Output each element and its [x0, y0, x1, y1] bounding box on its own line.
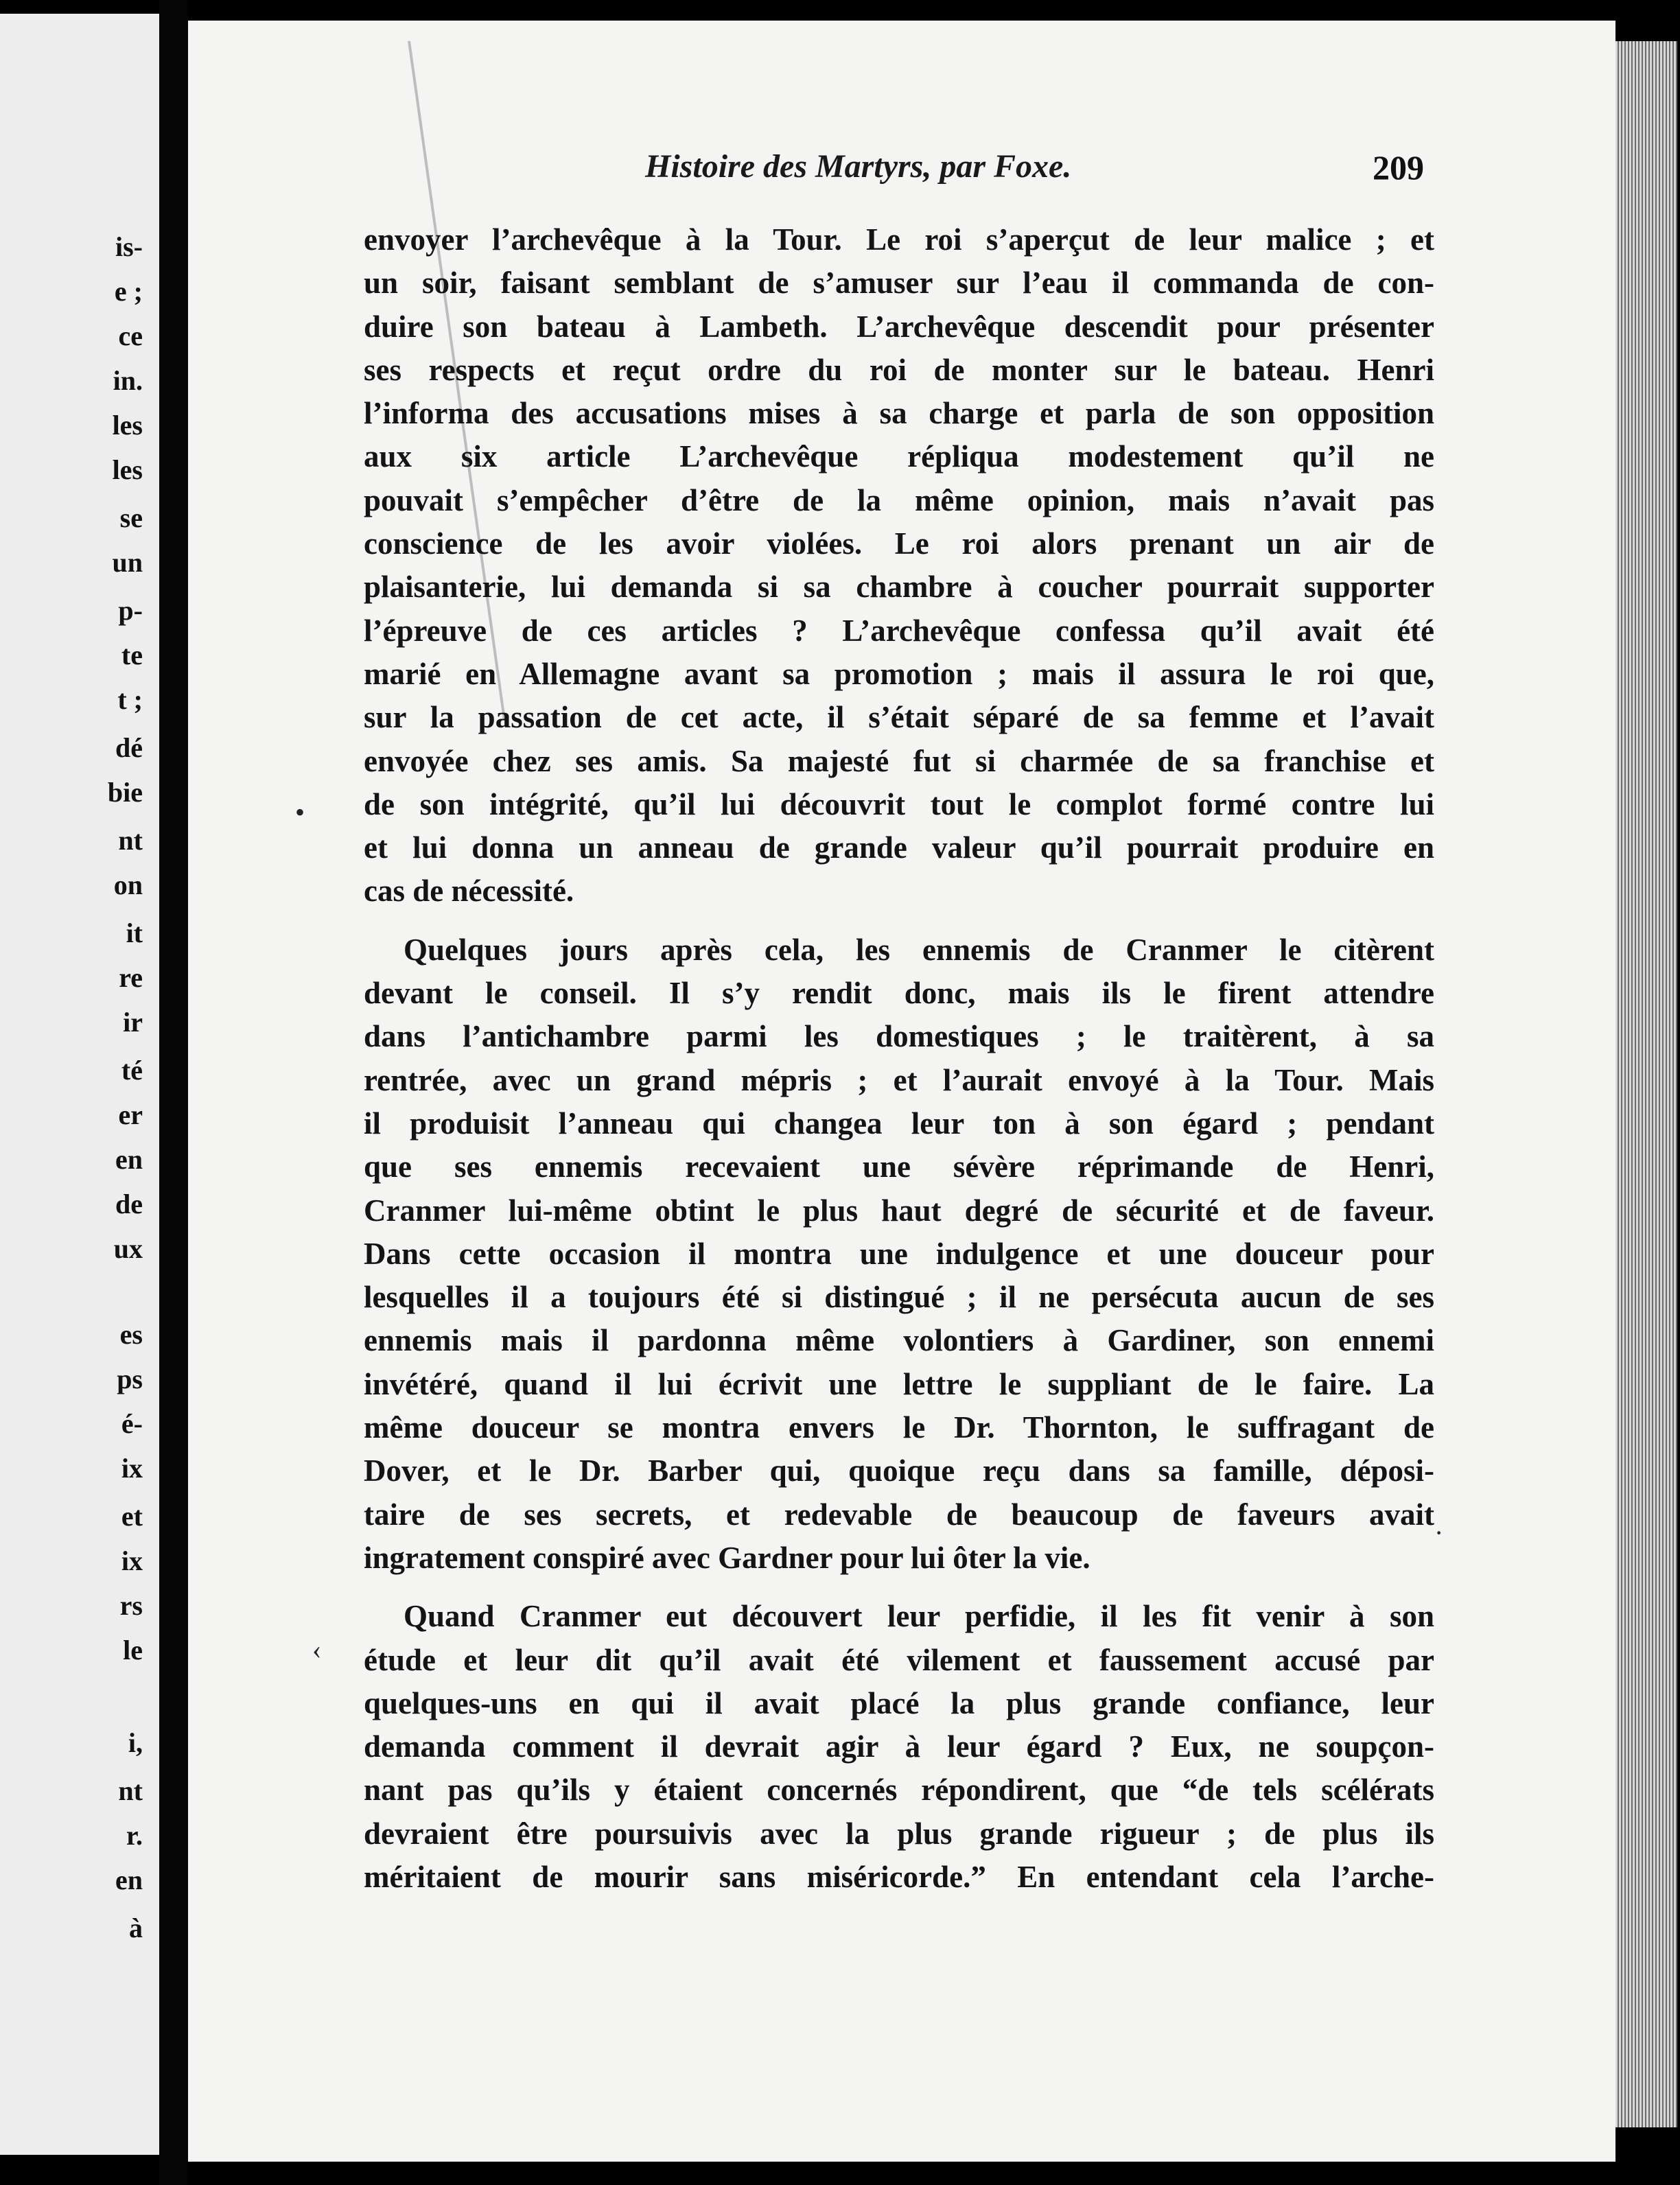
- paragraph: [364, 1595, 1434, 1899]
- text-line: Quelques jours après cela, les ennemis de Cranmer le citèrent: [404, 932, 1434, 967]
- left-page-fragment: les: [112, 410, 143, 441]
- text-line: ses respects et reçut ordre du roi de monter sur le bateau. Henri: [364, 352, 1434, 387]
- text-line: duire son bateau à Lambeth. L’archevêque descendit pour présenter: [364, 309, 1434, 344]
- margin-mark: ·: [1434, 1517, 1444, 1548]
- text-line: rentrée, avec un grand mépris ; et l’aurait envoyé à la Tour. Mais: [364, 1062, 1434, 1097]
- text-line: méritaient de mourir sans miséricorde.” En entendant cela l’arche-: [364, 1859, 1434, 1894]
- left-page-fragment: es: [119, 1319, 143, 1350]
- left-page-fragment: dé: [115, 732, 143, 763]
- text-line: envoyée chez ses amis. Sa majesté fut si charmée de sa franchise et: [364, 743, 1434, 778]
- text-line: conscience de les avoir violées. Le roi alors prenant un air de: [364, 526, 1434, 561]
- text-line: étude et leur dit qu’il avait été vilement et faussement accusé par: [364, 1642, 1434, 1677]
- text-line: Dans cette occasion il montra une indulgence et une douceur pour: [364, 1236, 1434, 1271]
- left-page-fragment: en: [115, 1865, 143, 1895]
- text-line: un soir, faisant semblant de s’amuser sur l’eau il commanda de con-: [364, 266, 1434, 301]
- text-line: pouvait s’empêcher d’être de la même opinion, mais n’avait pas: [364, 482, 1434, 517]
- left-page-fragment: te: [121, 640, 143, 670]
- left-page-fragment: nt: [118, 1775, 143, 1806]
- margin-mark: •: [295, 797, 305, 828]
- left-page-fragment: de: [115, 1189, 143, 1219]
- left-page-fragment: r.: [126, 1820, 143, 1851]
- left-page-fragment: le: [123, 1635, 143, 1666]
- left-page-fragment: à: [129, 1913, 143, 1943]
- text-line: cas de nécessité.: [364, 874, 574, 909]
- text-line: nant pas qu’ils y étaient concernés répondirent, que “de tels scélérats: [364, 1773, 1434, 1808]
- paragraph: [364, 928, 1434, 1580]
- text-line: sur la passation de cet acte, il s’était séparé de sa femme et l’avait: [364, 700, 1434, 735]
- left-page-fragment: in.: [113, 365, 143, 396]
- left-page-fragment: i,: [128, 1727, 143, 1758]
- running-title: Histoire des Martyrs, par Foxe.: [645, 148, 1072, 185]
- left-page-fragment: té: [121, 1055, 143, 1086]
- text-line: ingratement conspiré avec Gardner pour lui ôter la vie.: [364, 1540, 1090, 1575]
- left-page-fragment: re: [119, 962, 143, 993]
- left-page-fragment: bie: [107, 777, 143, 808]
- left-page-fragment: en: [115, 1144, 143, 1175]
- left-page-fragment: un: [112, 547, 143, 578]
- text-line: marié en Allemagne avant sa promotion ; mais il assura le roi que,: [364, 656, 1434, 691]
- margin-mark: ‹: [312, 1634, 322, 1665]
- left-page-fragment: t ;: [117, 684, 143, 715]
- left-page-fragment: ir: [123, 1007, 143, 1038]
- text-line: Quand Cranmer eut découvert leur perfidie, il les fit venir à son: [404, 1599, 1434, 1634]
- page-edges: [1615, 41, 1677, 2127]
- left-page-fragment: ux: [113, 1233, 143, 1264]
- text-line: Dover, et le Dr. Barber qui, quoique reçu dans sa famille, déposi-: [364, 1453, 1434, 1488]
- text-line: devant le conseil. Il s’y rendit donc, mais ils le firent attendre: [364, 976, 1434, 1011]
- body-text: [364, 218, 1434, 1899]
- left-page-fragment: ix: [121, 1453, 143, 1484]
- text-line: Cranmer lui-même obtint le plus haut degré de sécurité et de faveur.: [364, 1193, 1434, 1228]
- text-line: l’informa des accusations mises à sa charge et parla de son opposition: [364, 396, 1434, 431]
- left-page-fragment: se: [119, 502, 143, 533]
- text-line: même douceur se montra envers le Dr. Thornton, le suffragant de: [364, 1410, 1434, 1445]
- left-page-fragment: ix: [121, 1545, 143, 1576]
- left-page-fragment: p-: [118, 595, 143, 626]
- text-line: que ses ennemis recevaient une sévère réprimande de Henri,: [364, 1149, 1434, 1184]
- page-number: 209: [1373, 148, 1424, 187]
- text-line: envoyer l’archevêque à la Tour. Le roi s’aperçut de leur malice ; et: [364, 222, 1434, 257]
- text-line: dans l’antichambre parmi les domestiques ; le traitèrent, à sa: [364, 1019, 1434, 1054]
- text-line: il produisit l’anneau qui changea leur ton à son égard ; pendant: [364, 1106, 1434, 1141]
- paragraph: [364, 218, 1434, 913]
- left-page-fragment: on: [113, 869, 143, 900]
- text-line: aux six article L’archevêque répliqua modestement qu’il ne: [364, 439, 1434, 474]
- text-line: ennemis mais il pardonna même volontiers à Gardiner, son ennemi: [364, 1323, 1434, 1358]
- left-page-fragment: ps: [117, 1364, 143, 1394]
- text-line: invétéré, quand il lui écrivit une lettre le suppliant de le faire. La: [364, 1366, 1434, 1401]
- text-line: lesquelles il a toujours été si distingué ; il ne persécuta aucun de ses: [364, 1280, 1434, 1315]
- left-page-fragment: ce: [118, 320, 143, 351]
- left-page-fragment: e ;: [114, 276, 143, 307]
- text-line: devraient être poursuivis avec la plus grande rigueur ; de plus ils: [364, 1816, 1434, 1851]
- left-page-fragment: nt: [118, 825, 143, 856]
- left-page-fragment: it: [126, 918, 143, 948]
- text-line: l’épreuve de ces articles ? L’archevêque confessa qu’il avait été: [364, 613, 1434, 648]
- left-page-fragment: rs: [119, 1590, 143, 1621]
- left-page-fragment: et: [121, 1501, 143, 1532]
- text-line: plaisanterie, lui demanda si sa chambre à coucher pourrait supporter: [364, 570, 1434, 605]
- text-line: taire de ses secrets, et redevable de beaucoup de faveurs avait: [364, 1497, 1434, 1532]
- left-page-fragment: les: [112, 454, 143, 485]
- left-page-fragment: is-: [115, 231, 143, 262]
- left-facing-page: [0, 14, 159, 2155]
- book-gutter: [159, 0, 188, 2185]
- left-page-fragment: é-: [121, 1408, 143, 1439]
- text-line: quelques-uns en qui il avait placé la plus grande confiance, leur: [364, 1685, 1434, 1720]
- left-page-fragment: er: [118, 1099, 143, 1130]
- text-line: et lui donna un anneau de grande valeur qu’il pourrait produire en: [364, 830, 1434, 865]
- text-line: de son intégrité, qu’il lui découvrit tout le complot formé contre lui: [364, 786, 1434, 821]
- text-line: demanda comment il devrait agir à leur égard ? Eux, ne soupçon-: [364, 1729, 1434, 1764]
